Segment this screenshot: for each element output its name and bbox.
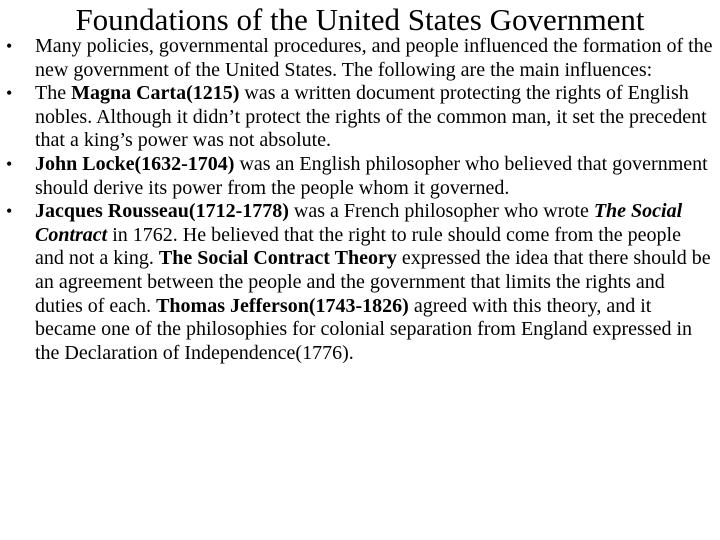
bullet-marker: • xyxy=(6,201,13,222)
social-contract-book-title: The Social Contract xyxy=(35,200,683,246)
lead-text: The xyxy=(35,82,72,105)
intro-text: Many policies, governmental procedures, and people influenced the formation of the new government of the United States. The following are the main influences: xyxy=(35,35,713,81)
magna-carta-term: Magna Carta(1215) xyxy=(71,82,240,105)
bullet-marker: • xyxy=(6,36,13,56)
rousseau-text-1: was a French philosopher who wrote xyxy=(288,200,594,223)
jefferson-term: Thomas Jefferson(1743-1826) xyxy=(156,294,409,317)
social-contract-theory-term: The Social Contract Theory xyxy=(158,247,397,270)
bullet-text xyxy=(35,153,714,200)
bullet-text xyxy=(35,35,714,82)
locke-text: was an English philosopher who believed that government should derive its power from the people whom it governed. xyxy=(35,152,708,199)
rousseau-text-4: agreed with this theory, and it became one of the philosophies for colonial separation from England expressed in the Declaration of Independence(1776). xyxy=(35,294,693,364)
bullet-marker: • xyxy=(6,83,13,104)
bullet-text xyxy=(35,200,714,365)
rousseau-term: Jacques Rousseau(1712-1778) xyxy=(35,200,289,223)
rousseau-text-2: in 1762. He believed that the right to rule should come from the people and not a king. xyxy=(35,223,681,270)
bullet-marker: • xyxy=(6,153,13,174)
locke-term: John Locke(1632-1704) xyxy=(35,152,235,175)
bullet-list xyxy=(0,35,720,365)
slide-title: Foundations of the United States Government xyxy=(75,2,645,37)
bullet-item-intro xyxy=(0,35,720,82)
bullet-text xyxy=(35,82,714,153)
bullet-item-locke xyxy=(0,153,720,200)
bullet-item-magna-carta xyxy=(0,82,720,153)
bullet-item-rousseau xyxy=(0,200,720,365)
magna-carta-text: was a written document protecting the rights of English nobles. Although it didn’t protect the rights of the common man, it set the precedent that a king’s power was not absolute. xyxy=(35,82,707,152)
rousseau-text-3: expressed the idea that there should be an agreement between the people and the government that limits the rights and duties of each. xyxy=(35,247,711,317)
